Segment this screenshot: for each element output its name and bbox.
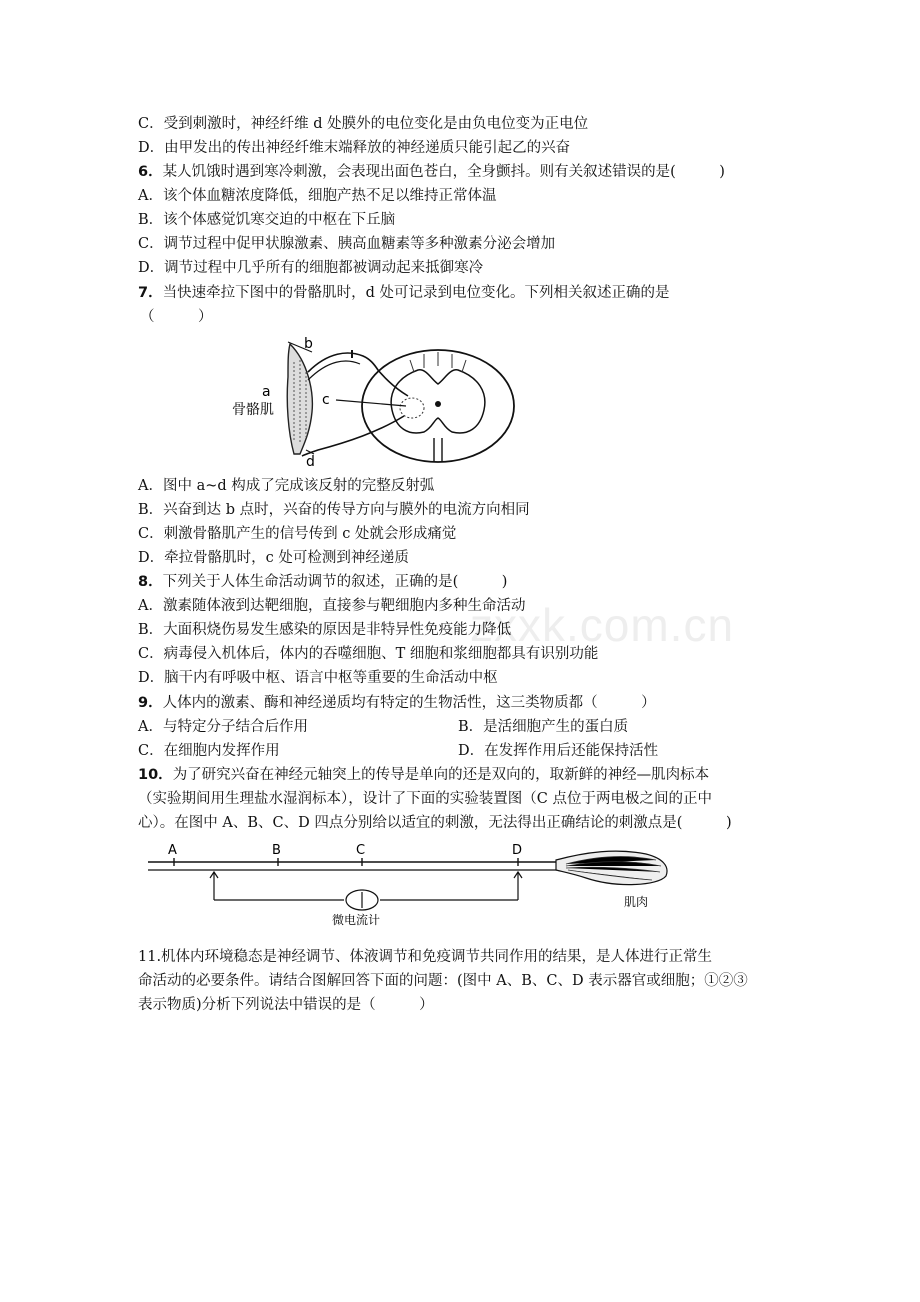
q7-stem	[138, 283, 669, 303]
q9-option-b: B．是活细胞产生的蛋白质	[458, 719, 629, 735]
q10-number: 10．	[138, 767, 173, 783]
q8-text: 下列关于人体生命活动调节的叙述，正确的是( )	[162, 574, 508, 590]
q8-number: 8．	[138, 574, 163, 590]
label-a: a	[262, 384, 271, 400]
point-b-label: B	[272, 843, 281, 858]
watermark: zxxk.com.cn	[470, 599, 735, 651]
q5-option-c: C．受到刺激时，神经纤维 d 处膜外的电位变化是由负电位变为正电位	[138, 116, 589, 132]
q5-option-d: D．由甲发出的传出神经纤维末端释放的神经递质只能引起乙的兴奋	[138, 140, 571, 156]
nerve-muscle-figure	[146, 842, 686, 926]
q6-option-b: B．该个体感觉饥寒交迫的中枢在下丘脑	[138, 212, 396, 228]
q7-option-a: A．图中 a~d 构成了完成该反射的完整反射弧	[138, 478, 435, 494]
q7-option-c: C．刺激骨骼肌产生的信号传到 c 处就会形成痛觉	[138, 526, 457, 542]
q11-line-1: 11.机体内环境稳态是神经调节、体液调节和免疫调节共同作用的结果，是人体进行正常生	[138, 949, 713, 965]
q8-stem	[138, 572, 507, 592]
q8-option-a: A．激素随体液到达靶细胞，直接参与靶细胞内多种生命活动	[138, 598, 526, 614]
q7-option-d: D．牵拉骨骼肌时，c 处可检测到神经递质	[138, 550, 409, 566]
label-d: d	[306, 454, 315, 470]
q10-stem-line-1	[138, 765, 709, 785]
q10-stem-line-3: 心）。在图中 A、B、C、D 四点分别给以适宜的刺激，无法得出正确结论的刺激点是( )	[138, 815, 732, 831]
q11-line-3: 表示物质)分析下列说法中错误的是（ ）	[138, 997, 434, 1013]
q6-option-d: D．调节过程中几乎所有的细胞都被调动起来抵御寒冷	[138, 260, 484, 276]
afferent-nerve	[308, 353, 408, 396]
q6-text: 某人饥饿时遇到寒冷刺激，会表现出面色苍白，全身颤抖。则有关叙述错误的是( )	[162, 164, 725, 180]
q9-text: 人体内的激素、酶和神经递质均有特定的生物活性，这三类物质都（ ）	[162, 695, 656, 711]
q10-stem-line-2: （实验期间用生理盐水湿润标本），设计了下面的实验装置图（C 点位于两电极之间的正中	[138, 791, 712, 807]
q6-number: 6．	[138, 164, 163, 180]
point-c-label: C	[356, 843, 366, 858]
meter-label: 微电流计	[332, 913, 381, 926]
q10-text: 为了研究兴奋在神经元轴突上的传导是单向的还是双向的，取新鲜的神经—肌肉标本	[172, 767, 710, 783]
q6-option-a: A．该个体血糖浓度降低，细胞产热不足以维持正常体温	[138, 188, 497, 204]
q8-option-b: B．大面积烧伤易发生感染的原因是非特异性免疫能力降低	[138, 622, 512, 638]
point-d-label: D	[512, 843, 523, 858]
q6-stem	[138, 162, 725, 182]
q9-option-d: D．在发挥作用后还能保持活性	[458, 743, 659, 759]
q7-number: 7．	[138, 285, 163, 301]
label-muscle: 骨骼肌	[232, 402, 274, 418]
q11-line-2: 命活动的必要条件。请结合图解回答下面的问题：(图中 A、B、C、D 表示器官或细胞；①②③	[138, 973, 748, 989]
point-a-label: A	[168, 843, 177, 858]
q9-option-c: C．在细胞内发挥作用	[138, 743, 280, 759]
reflex-arc-figure	[228, 332, 528, 470]
label-b: b	[304, 336, 313, 352]
q9-stem	[138, 693, 656, 713]
q6-option-c: C．调节过程中促甲状腺激素、胰高血糖素等多种激素分泌会增加	[138, 236, 556, 252]
efferent-nerve	[302, 416, 404, 456]
q7-blank: （ ）	[140, 309, 213, 325]
q7-text: 当快速牵拉下图中的骨骼肌时，d 处可记录到电位变化。下列相关叙述正确的是	[162, 285, 670, 301]
q8-option-d: D．脑干内有呼吸中枢、语言中枢等重要的生命活动中枢	[138, 670, 498, 686]
label-c: c	[322, 392, 330, 408]
q9-option-a: A．与特定分子结合后作用	[138, 719, 308, 735]
q9-number: 9．	[138, 695, 163, 711]
muscle-label: 肌肉	[624, 895, 649, 909]
q8-option-c: C．病毒侵入机体后，体内的吞噬细胞、T 细胞和浆细胞都具有识别功能	[138, 646, 599, 662]
q7-option-b: B．兴奋到达 b 点时，兴奋的传导方向与膜外的电流方向相同	[138, 502, 530, 518]
